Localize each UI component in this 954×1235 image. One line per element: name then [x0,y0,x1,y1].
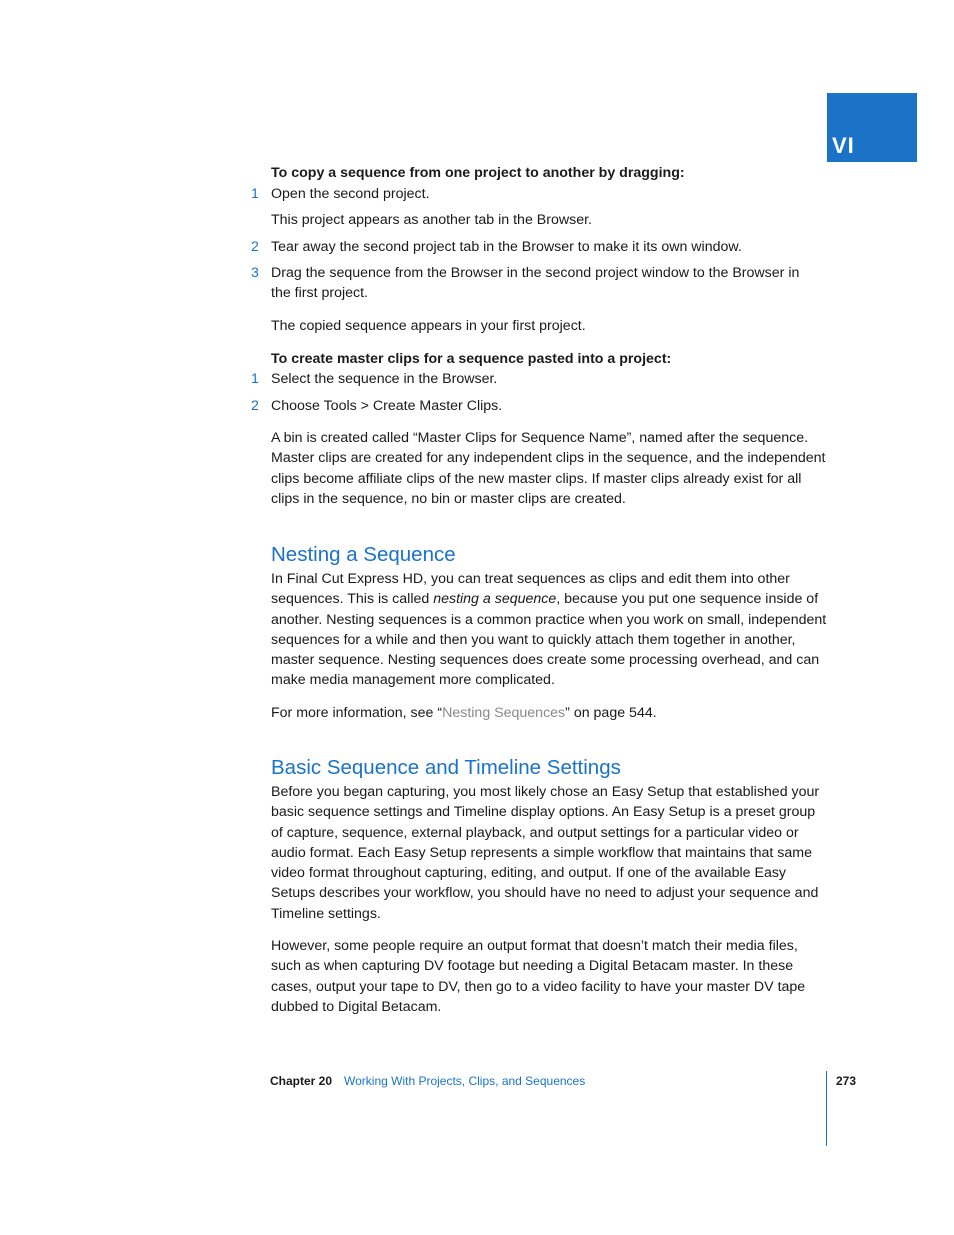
list-item [251,184,826,204]
basic-settings-paragraph-2: However, some people require an output format that doesn’t match their media files, such as when capturing DV footage but needing a Digital Betacam master. In these cases, output your tape to DV, then go to a video facility to have your master DV tape dubbed to Digital Betacam. [271,938,806,1015]
footer-chapter-title[interactable]: Working With Projects, Clips, and Sequences [344,1074,586,1088]
procedure-heading-master-clips: To create master clips for a sequence pasted into a project: [271,351,672,367]
cross-reference-link[interactable]: Nesting Sequences [442,705,566,721]
basic-settings-paragraph-1: Before you began capturing, you most likely chose an Easy Setup that established your basic sequence settings and Timeline display options. An Easy Setup is a preset group of capture, sequence, external playback, and output settings for a particular video or audio format. Each Easy Setup represents a simple workflow that maintains that same video format throughout capturing, editing, and output. If one of the available Easy Setups describes your workflow, you should have no need to adjust your sequence and Timeline settings. [271,784,820,922]
procedure-result: A bin is created called “Master Clips for Sequence Name”, named after the sequence. Master clips are created for any independent clips in the sequence, and the independent clips become affiliate clips of the new master clips. If master clips already exist for all clips in the sequence, no bin or master clips are created. [271,430,826,507]
step-text: Tear away the second project tab in the Browser to make it its own window. [271,239,742,255]
more-info-paragraph [271,703,826,723]
procedure-heading-copy: To copy a sequence from one project to another by dragging: [271,165,685,181]
nesting-paragraph [271,569,829,691]
step-number: 1 [251,371,259,387]
footer-chapter: Chapter 20 [270,1074,333,1088]
step-text: Select the sequence in the Browser. [271,371,498,387]
part-tab [827,93,917,162]
page-number: 273 [836,1074,857,1088]
nesting-term: nesting a sequence [433,591,557,608]
step-number: 1 [251,186,259,202]
step-text: Drag the sequence from the Browser in the second project window to the Browser in the first project. [271,265,800,302]
nesting-text-end: , because you put one sequence inside of another. Nesting sequences is a common practice when you work on small, independent sequences for a while and then you want to quickly attach them together in another, master sequence. Nesting sequences does create some processing overhead, and can make media management more complicated. [271,591,827,689]
step-number: 3 [251,265,259,281]
part-tab-label: VI [832,133,855,158]
section-heading-nesting: Nesting a Sequence [271,543,456,566]
step-number: 2 [251,239,259,255]
nesting-text-start: In Final Cut Express HD, you can treat sequences as clips and edit them into other sequences. This is called [271,571,790,608]
more-info-prefix: For more information, see “ [271,705,443,721]
section-heading-basic-settings: Basic Sequence and Timeline Settings [271,756,621,779]
more-info-suffix: ” on page 544. [565,705,657,721]
footer-divider [826,1071,827,1146]
list-item [251,237,826,257]
list-item [251,396,826,416]
list-item [251,369,826,389]
step-text: Open the second project. [271,186,430,202]
step-result: This project appears as another tab in the Browser. [271,212,592,228]
step-number: 2 [251,398,259,414]
step-text: Choose Tools > Create Master Clips. [271,398,503,414]
list-item [251,263,816,304]
procedure-result: The copied sequence appears in your first project. [271,318,586,334]
